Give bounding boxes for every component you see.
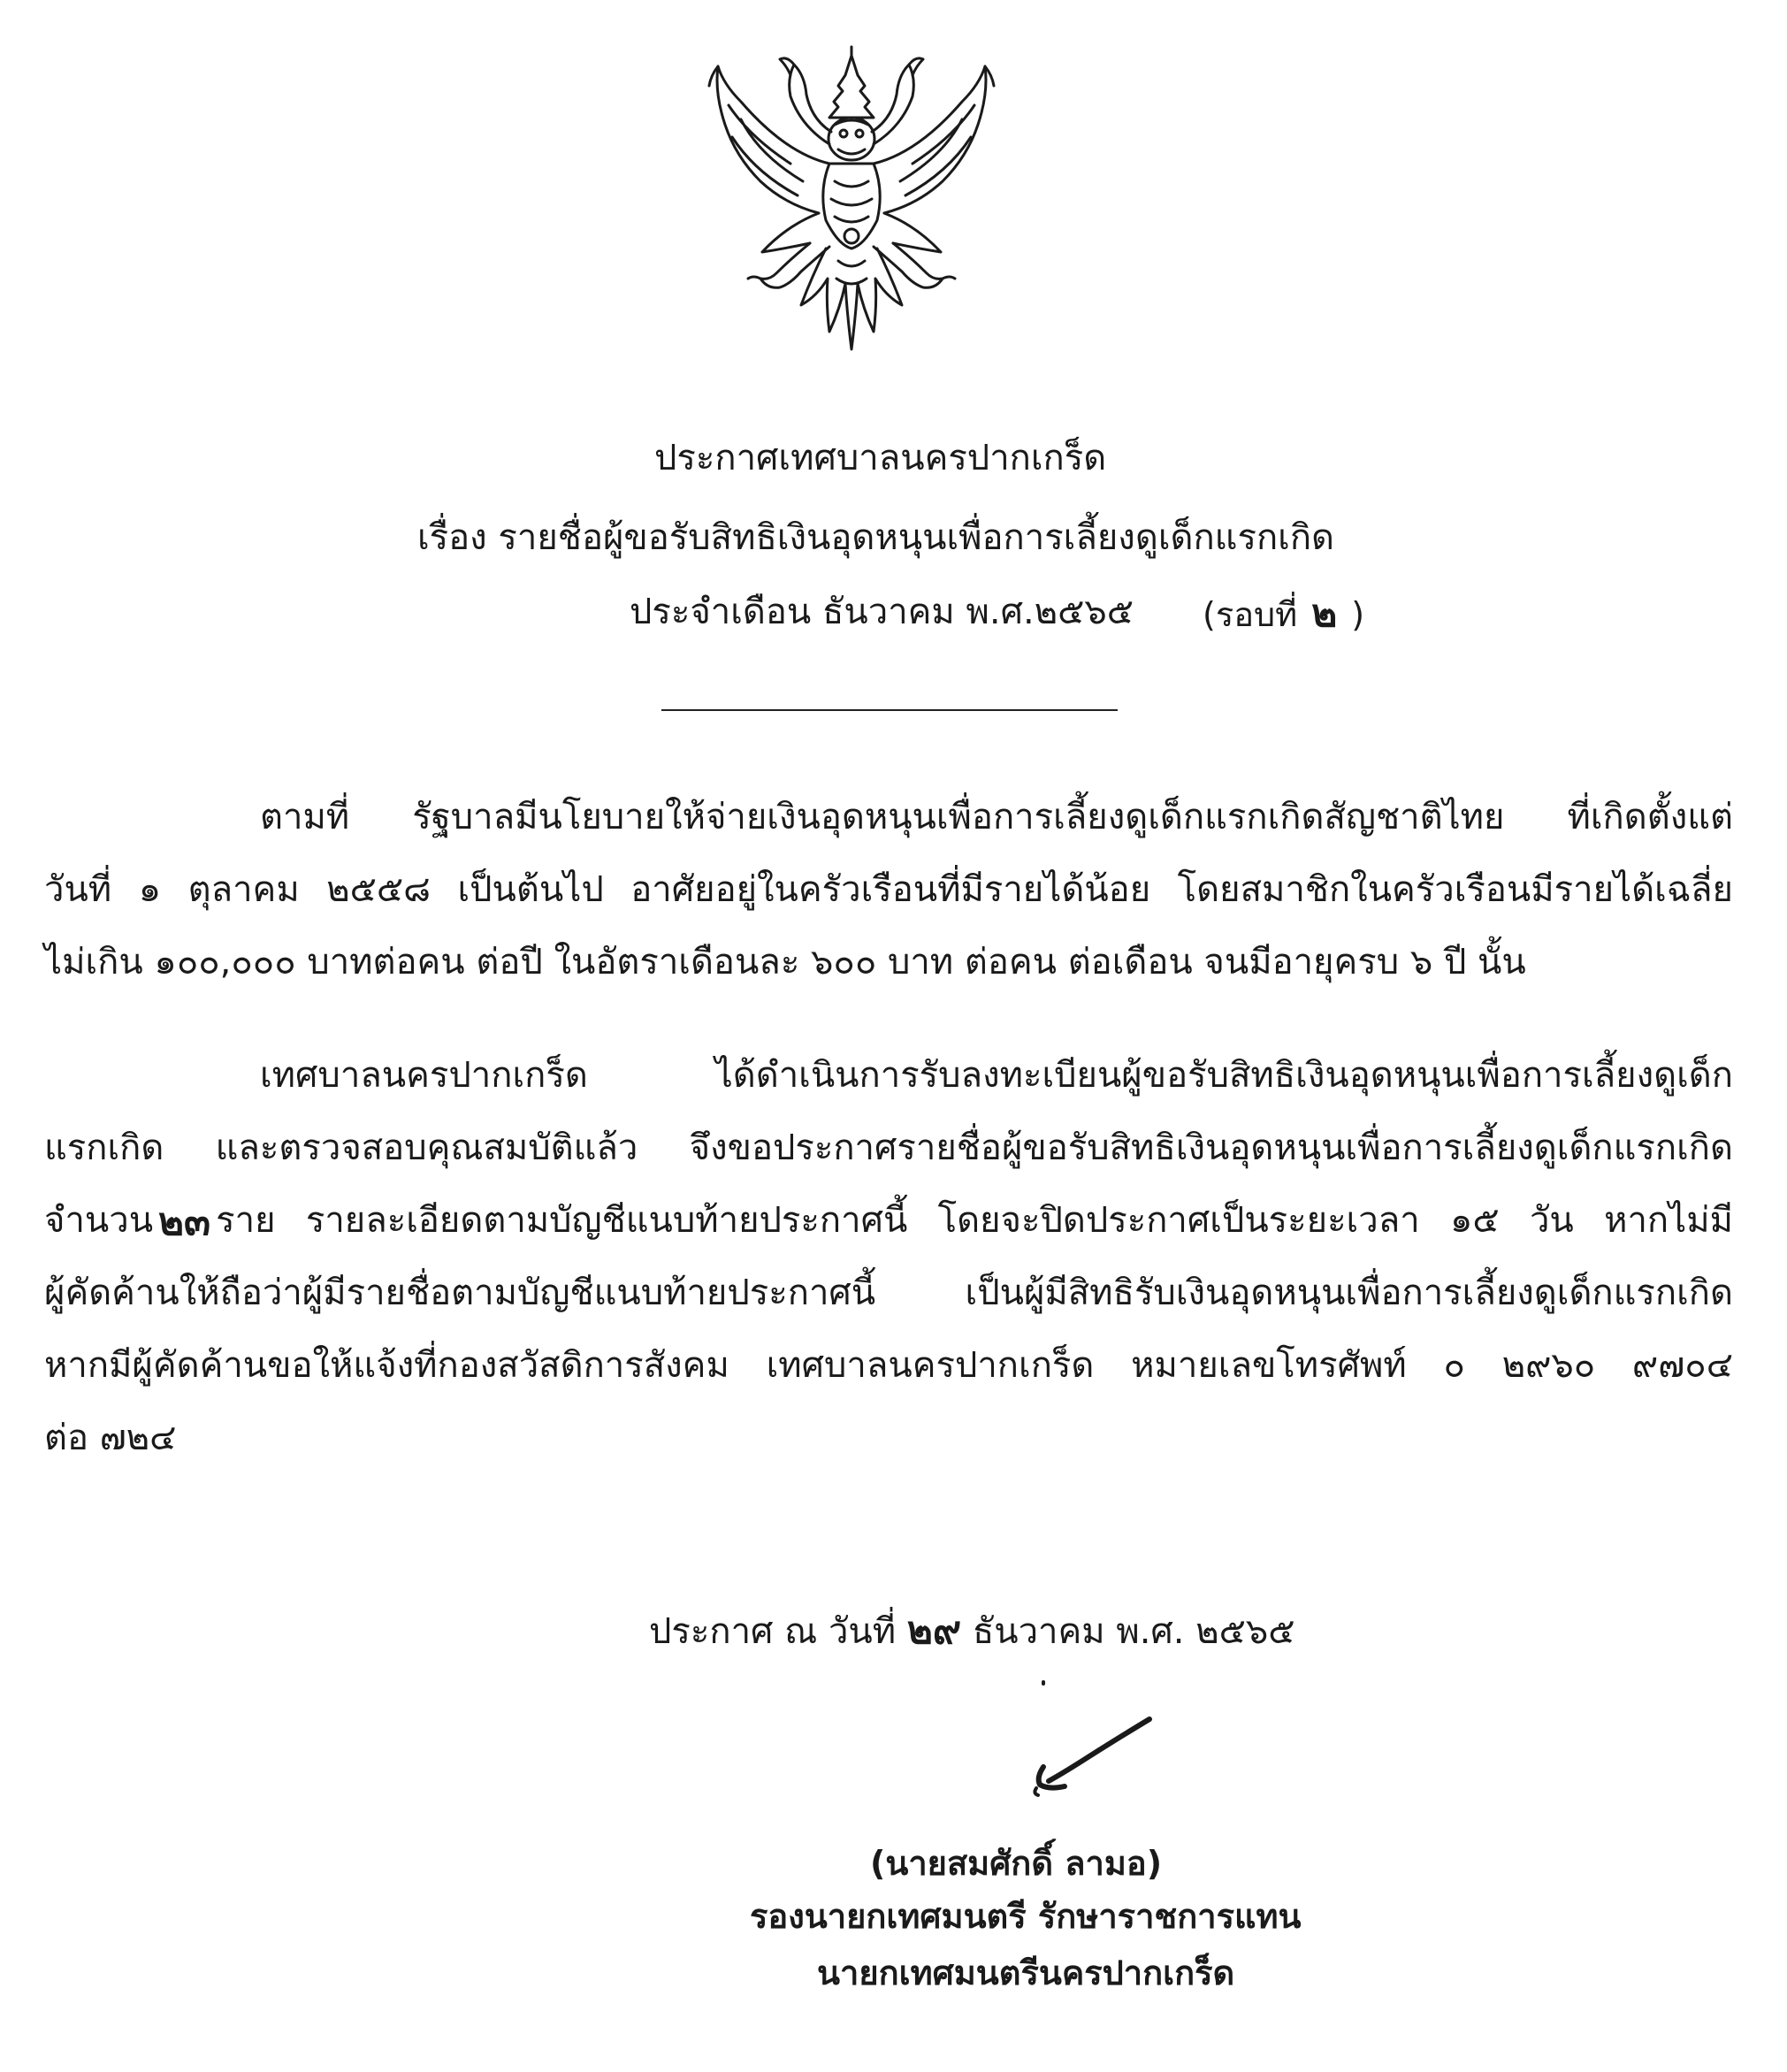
round-close: ) xyxy=(1351,595,1365,634)
paragraph-policy-line-3: ไม่เกิน ๑๐๐,๐๐๐ บาทต่อคน ต่อปี ในอัตราเดือนละ ๖๐๐ บาท ต่อคน ต่อเดือน จนมีอายุครบ ๖ ปี นั้น xyxy=(44,942,1526,982)
announcement-title-text: ประกาศเทศบาลนครปากเกร็ด xyxy=(654,438,1107,478)
date-prefix: ประกาศ ณ วันที่ xyxy=(649,1611,897,1652)
signatory-position-2-text: นายกเทศมนตรีนครปากเกร็ด xyxy=(817,1953,1235,1992)
count-suffix: ราย รายละเอียดตามบัญชีแนบท้ายประกาศนี้ โดยจะปิดประกาศเป็นระยะเวลา ๑๕ วัน หากไม่มี xyxy=(216,1200,1733,1241)
paragraph-registration-line-5: หากมีผู้คัดค้านขอให้แจ้งที่กองสวัสดิการสังคม เทศบาลนครปากเกร็ด หมายเลขโทรศัพท์ ๐ ๒๙๖๐ ๙๗๐๔ xyxy=(44,1345,1733,1386)
applicant-count: ๒๓ xyxy=(158,1199,211,1244)
paragraph-registration-line-2: แรกเกิด และตรวจสอบคุณสมบัติแล้ว จึงขอประกาศรายชื่อผู้ขอรับสิทธิเงินอุดหนุนเพื่อการเลี้ยงดูเด็กแรกเกิด xyxy=(44,1128,1733,1168)
paragraph-policy-line-1: ตามที่ รัฐบาลมีนโยบายให้จ่ายเงินอุดหนุนเพื่อการเลี้ยงดูเด็กแรกเกิดสัญชาติไทย ที่เกิดตั้งแต่ xyxy=(260,797,1733,837)
paragraph-registration-line-1: เทศบาลนครปากเกร็ด ได้ดำเนินการรับลงทะเบียนผู้ขอรับสิทธิเงินอุดหนุนเพื่อการเลี้ยงดูเด็ก xyxy=(260,1055,1733,1096)
handwritten-signature-icon xyxy=(990,1671,1185,1804)
announcement-round xyxy=(1203,591,1365,636)
signatory-name-text: (นายสมศักดิ์ ลามอ) xyxy=(870,1844,1163,1883)
announcement-date xyxy=(649,1608,1295,1653)
heading-divider xyxy=(661,709,1118,711)
paragraph-registration-line-4: ผู้คัดค้านให้ถือว่าผู้มีรายชื่อตามบัญชีแนบท้ายประกาศนี้ เป็นผู้มีสิทธิรับเงินอุดหนุนเพื่อการเลี้ยงดูเด็กแรกเกิด xyxy=(44,1273,1733,1313)
date-suffix: ธันวาคม พ.ศ. ๒๕๖๕ xyxy=(972,1611,1295,1652)
paragraph-registration-line-3 xyxy=(44,1199,1733,1244)
announcement-month: ประจำเดือน ธันวาคม พ.ศ.๒๕๖๕ xyxy=(630,592,1134,632)
announcement-subject-text: เรื่อง รายชื่อผู้ขอรับสิทธิเงินอุดหนุนเพื่อการเลี้ยงดูเด็กแรกเกิด xyxy=(417,517,1335,558)
round-number: ๒ xyxy=(1311,591,1338,636)
paragraph-policy-line-2: วันที่ ๑ ตุลาคม ๒๕๕๘ เป็นต้นไป อาศัยอยู่ในครัวเรือนที่มีรายได้น้อย โดยสมาชิกในครัวเรือนมีรายได้เฉลี่ย xyxy=(44,869,1733,910)
count-prefix: จำนวน xyxy=(44,1200,154,1241)
signatory-position-1-text: รองนายกเทศมนตรี รักษาราชการแทน xyxy=(750,1897,1302,1936)
paragraph-registration-line-6: ต่อ ๗๒๔ xyxy=(44,1418,177,1458)
garuda-emblem-icon xyxy=(706,40,997,367)
date-day: ๒๙ xyxy=(906,1608,962,1653)
round-open: (รอบที่ xyxy=(1203,595,1298,634)
